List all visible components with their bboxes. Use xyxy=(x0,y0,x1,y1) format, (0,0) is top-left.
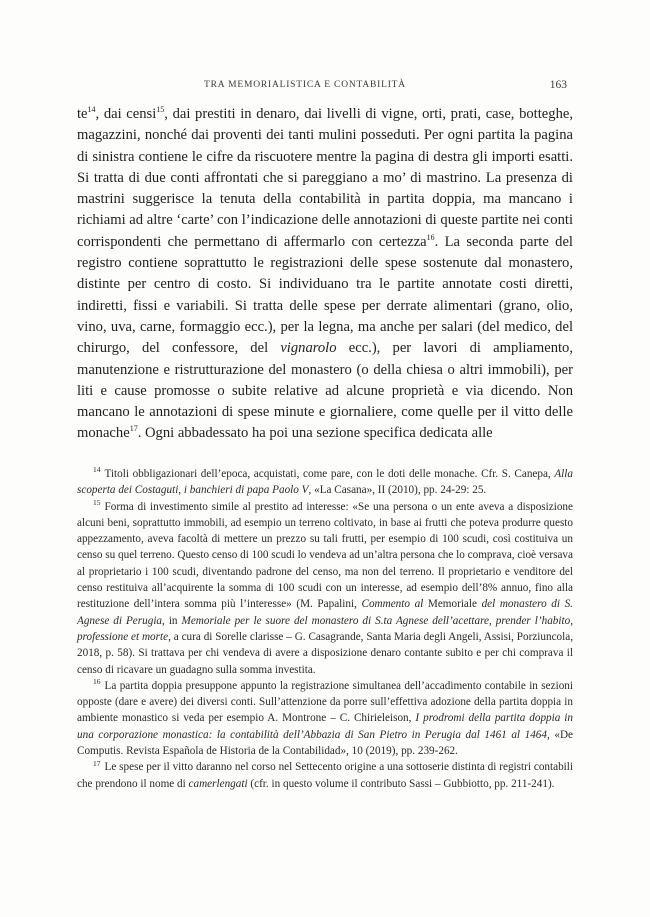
footnote-ref-14[interactable]: 14 xyxy=(87,105,96,115)
italic-term: camerlengati xyxy=(188,777,248,790)
footnote-ref-17[interactable]: 17 xyxy=(129,424,138,434)
italic-title: del monastero di S. Agnese di Perugia xyxy=(77,598,573,627)
text-run: , in xyxy=(162,614,182,627)
text-run: , a cura di Sorelle clarisse – G. Casagrande, Santa Maria degli Angeli, Assisi, Porziuncola, 2018, p. 58). Si trattava per chi vendeva di avere a disposizione denaro contante subito e per chi comprava il censo di ricavare un guadagno sulla somma investita. xyxy=(77,630,574,676)
body-paragraph xyxy=(77,104,573,445)
text-run: . La seconda parte del registro contiene soprattutto le registrazioni delle spese sostenute dal monastero, distinte per centro di costo. Si individuano tra le partite annotate costi diretti, indiretti, fissi e variabili. Si tratta delle spese per derrate alimentari (grano, olio, vino, uva, carne, formaggio ecc.), per la legna, ma anche per salari (del medico, del chirurgo, del confessore, del xyxy=(77,233,573,357)
italic-title: Memoriale per le suore del monastero di S.ta Agnese dell’acettare, prender l’habito, professione et morte xyxy=(77,614,573,643)
footnote-15 xyxy=(77,499,573,678)
text-run: , «De Computis. Revista Española de Historia de la Contabilidad», 10 (2019), pp. 239-262. xyxy=(77,728,573,758)
footnote-17 xyxy=(77,759,573,792)
footnotes xyxy=(77,466,573,792)
footnote-ref-15[interactable]: 15 xyxy=(156,105,165,115)
running-title: TRA MEMORIALISTICA E CONTABILITÀ xyxy=(204,80,406,90)
text-run: Memoriale xyxy=(423,598,482,611)
footnote-16 xyxy=(77,678,573,759)
footnote-number: 16 xyxy=(93,677,101,687)
text-run: te xyxy=(77,106,88,122)
footnote-number: 17 xyxy=(93,758,101,768)
text-run: . Ogni abbadessato ha poi una sezione specifica dedicata alle xyxy=(137,425,493,442)
italic-title: Commento al xyxy=(361,598,424,611)
text-run: Forma di investimento simile al prestito ad interesse: «Se una persona o un ente aveva a disposizione alcuni beni, soprattutto immobili, ad esempio un terreno coltivato, in base ai frutti che poteva produrre questo appezzamento, aveva facoltà di mettere un prezzo su tali frutti, per esempio di 100 scudi, così costituiva un censo su quel terreno. Questo censo di 100 scudi lo vendeva ad un’altra persona che lo comprava, cioè versava al proprietario i 100 scudi, diventando padrone del censo, ma non del terreno. Il proprietario e venditore del censo restituiva all’acquirente la somma di 100 scudi con un interesse, ad esempio dell’8% annuo, fino alla restituzione dell’intera somma più l’interesse» (M. Papalini, xyxy=(77,500,573,611)
footnote-ref-16[interactable]: 16 xyxy=(426,232,435,242)
footnote-number: 15 xyxy=(93,497,101,507)
text-run: , dai prestiti in denaro, dai livelli di vigne, orti, prati, case, botteghe, magazzini, nonché dai proventi dei tanti mulini posseduti. Per ogni partita la pagina di sinistra contiene le cifre da riscuotere mentre la pagina di destra gli importi esatti. Si tratta di due conti affrontati che si pareggiano a mo’ di mastrino. La presenza di mastrini suggerisce la tenuta della contabilità in partita doppia, ma mancano i richiami ad altre ‘carte’ con l’indicazione delle annotazioni di queste partite nei conti corrispondenti che permettano di affermarlo con certezza xyxy=(77,106,573,250)
running-header xyxy=(0,79,650,93)
footnote-14 xyxy=(77,466,573,499)
body-text xyxy=(77,104,573,445)
text-run: ecc.), per lavori di ampliamento, manutenzione e ristrutturazione del monastero (o della chiesa o altri immobili), per liti e cause promosse o subite relative ad alcune proprietà e via dicendo. Non mancano le annotazioni di spese minute e giornaliere, come quelle per il vitto delle monache xyxy=(77,340,573,442)
italic-term: vignarolo xyxy=(280,340,337,357)
text-run: Le spese per il vitto daranno nel corso nel Settecento origine a una sottoserie distinta di registri contabili che prendono il nome di xyxy=(77,761,573,790)
text-run: (cfr. in questo volume il contributo Sassi – Gubbiotto, pp. 211-241). xyxy=(247,777,555,790)
page-number: 163 xyxy=(549,79,567,91)
text-run: , dai censi xyxy=(95,106,157,122)
text-run: , «La Casana», II (2010), pp. 24-29: 25. xyxy=(308,484,487,497)
italic-title: I prodromi della partita doppia in una corporazione monastica: la contabilità dell’Abbazia di San Pietro in Perugia dal 1461 al 1464 xyxy=(77,712,573,741)
italic-title: Alla scoperta dei Costaguti, i banchieri di papa Paolo V xyxy=(77,468,573,497)
text-run: Titoli obbligazionari dell’epoca, acquistati, come pare, con le doti delle monache. Cfr. S. Canepa, xyxy=(104,468,555,480)
footnote-number: 14 xyxy=(93,465,101,475)
text-run: La partita doppia presuppone appunto la registrazione simultanea dell’accadimento contabile in sezioni opposte (dare e avere) dei diversi conti. Sull’attenzione da porre sull’effettiva adozione della partita doppia in ambiente monastico si veda per esempio A. Montrone – C. Chirieleison, xyxy=(77,679,573,725)
